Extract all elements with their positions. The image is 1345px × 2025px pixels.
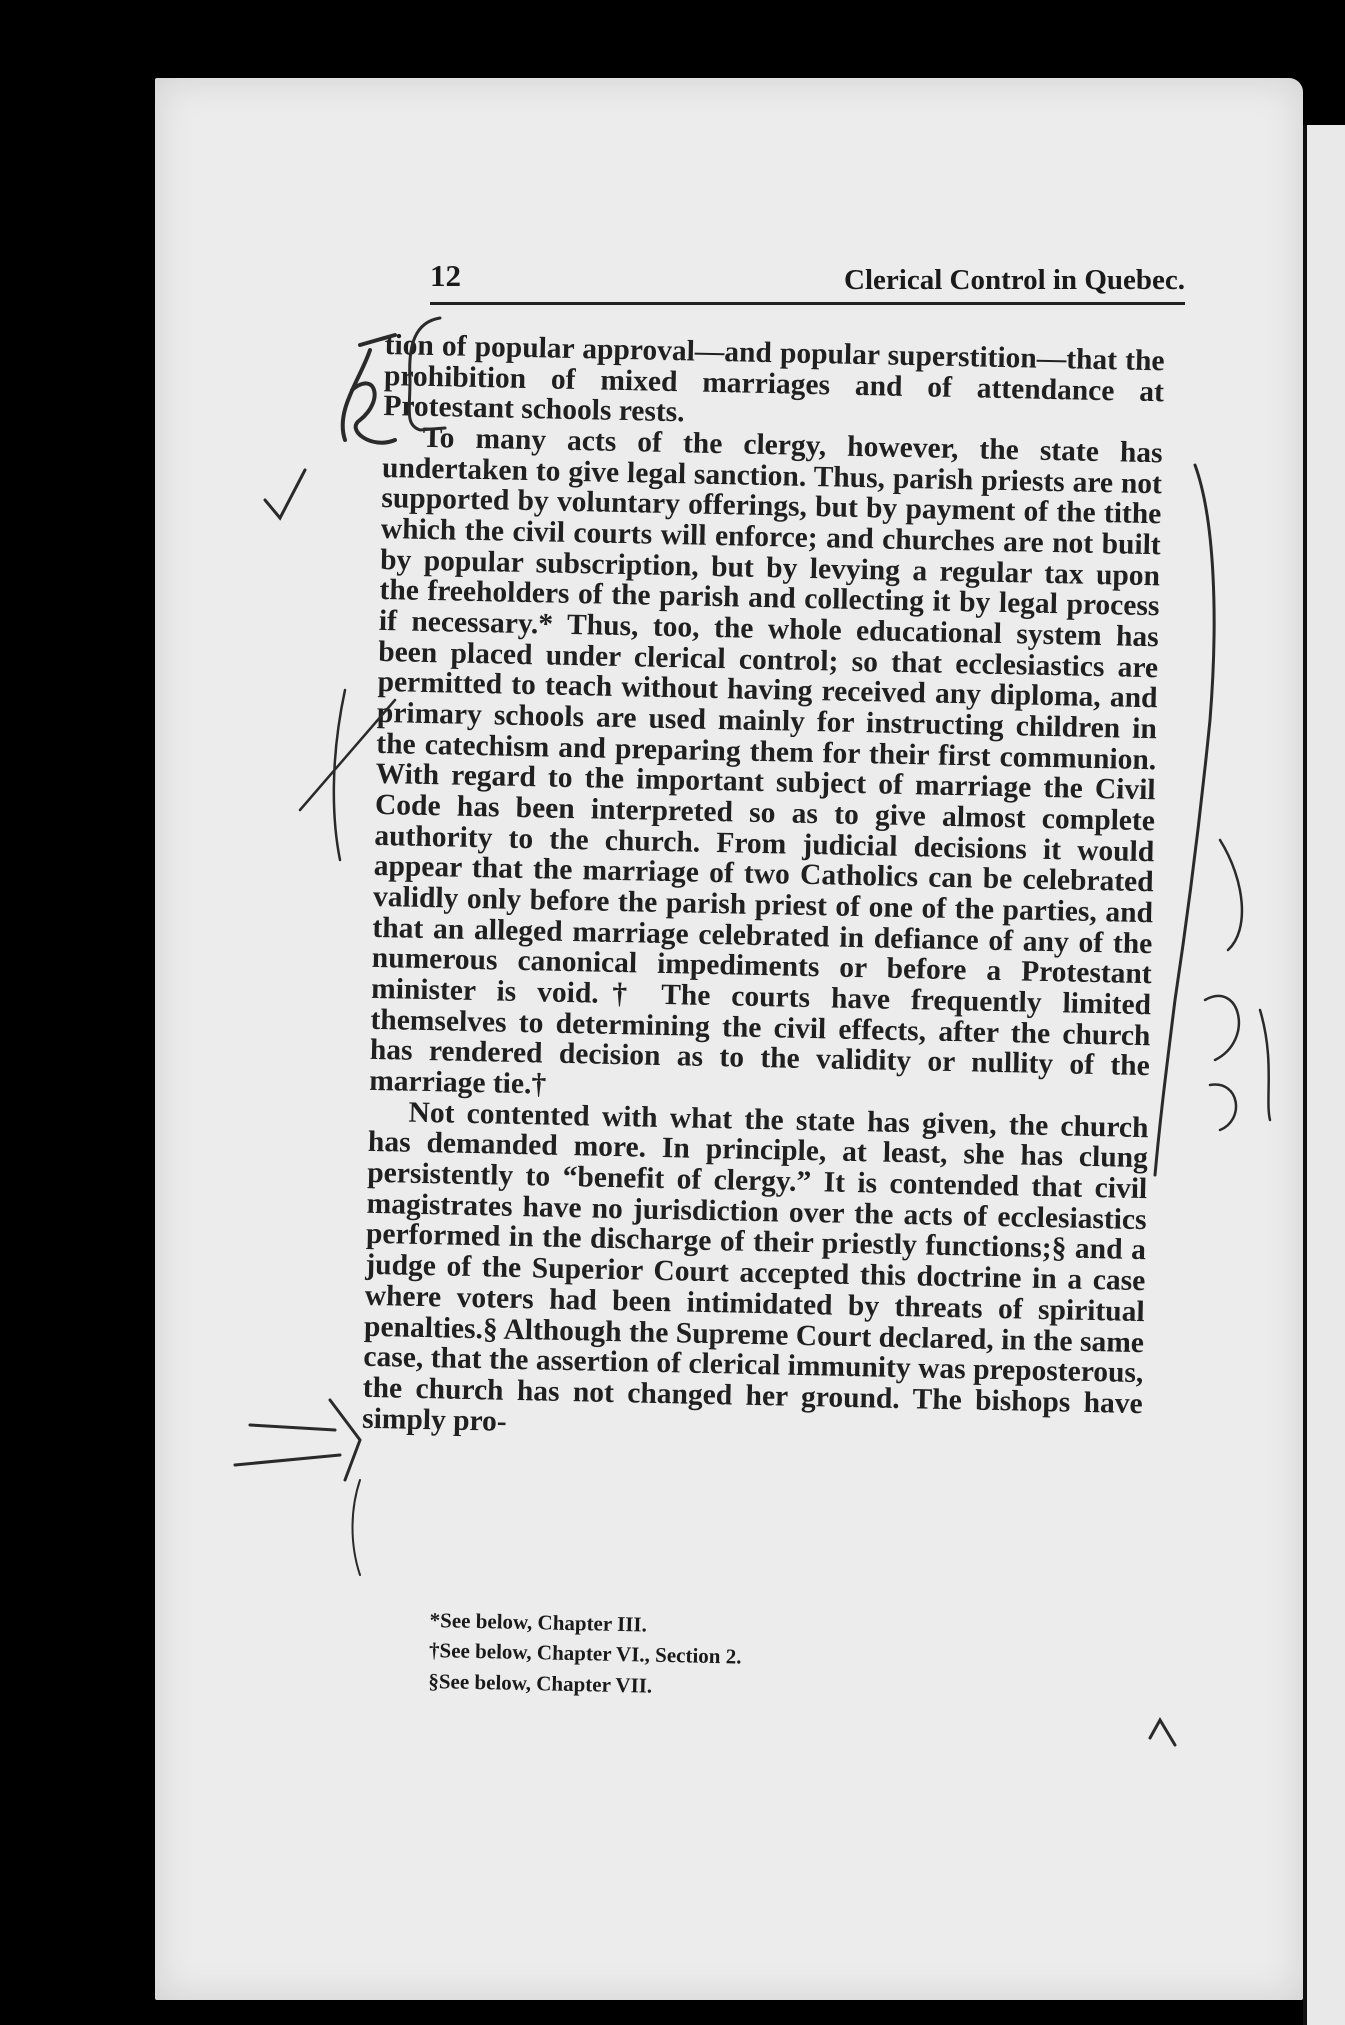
adjacent-page-edge [1303,125,1345,2025]
running-title: Clerical Control in Quebec. [844,264,1185,296]
paragraph-1: tion of popular approval—and popular superstition—that the prohibition of mixed marriages and of attendance at Protestant schools rests. [383,329,1165,429]
paragraph-2: To many acts of the clergy, however, the state has undertaken to give legal sanction. Thus, parish priests are not supported by voluntary offerings, but by payment of the tithe which the civil courts will enforce; and churches are not built by popular subscription, but by levying a regular tax upon the freeholders of the parish and collecting it by legal process if necessary.* Thus, too, the whole educational system has been placed under clerical control; so that ecclesiastics are permitted to teach without having received any diploma, and primary schools are used mainly for instructing children in the catechism and preparing them for their first communion. With regard to the important subject of marriage the Civil Code has been interpreted so as to give almost complete authority to the church. From judicial decisions it would appear that the marriage of two Catholics can be celebrated validly only before the parish priest of one of the parties, and that an alleged marriage celebrated in defiance of any of the numerous canonical impediments or before a Protestant minister is void.† The courts have frequently limited themselves to determining the civil effects, after the church has rendered decision as to the validity or nullity of the marriage tie.† [368,421,1163,1101]
paragraph-3: Not contented with what the state has given, the church has demanded more. In principle, at least, she has clung persistently to “benefit of clergy.” It is contended that civil magistrates have no jurisdiction over the acts of ecclesiastics performed in the discharge of their priestly functions;§ and a judge of the Superior Court accepted this doctrine in a case where voters had been intimidated by threats of spiritual penalties.§ Although the Supreme Court declared, in the same case, that the assertion of clerical immunity was preposterous, the church has not changed her ground. The bishops have simply pro- [361,1096,1149,1438]
footnote-3: §See below, Chapter VII. [428,1668,653,1698]
page-header [430,258,1185,305]
footnote-1: *See below, Chapter III. [429,1607,648,1637]
body-text [362,330,1165,1450]
footnotes [428,1605,950,1707]
page-number: 12 [430,258,461,293]
footnote-2: †See below, Chapter VI., Section 2. [428,1638,742,1669]
